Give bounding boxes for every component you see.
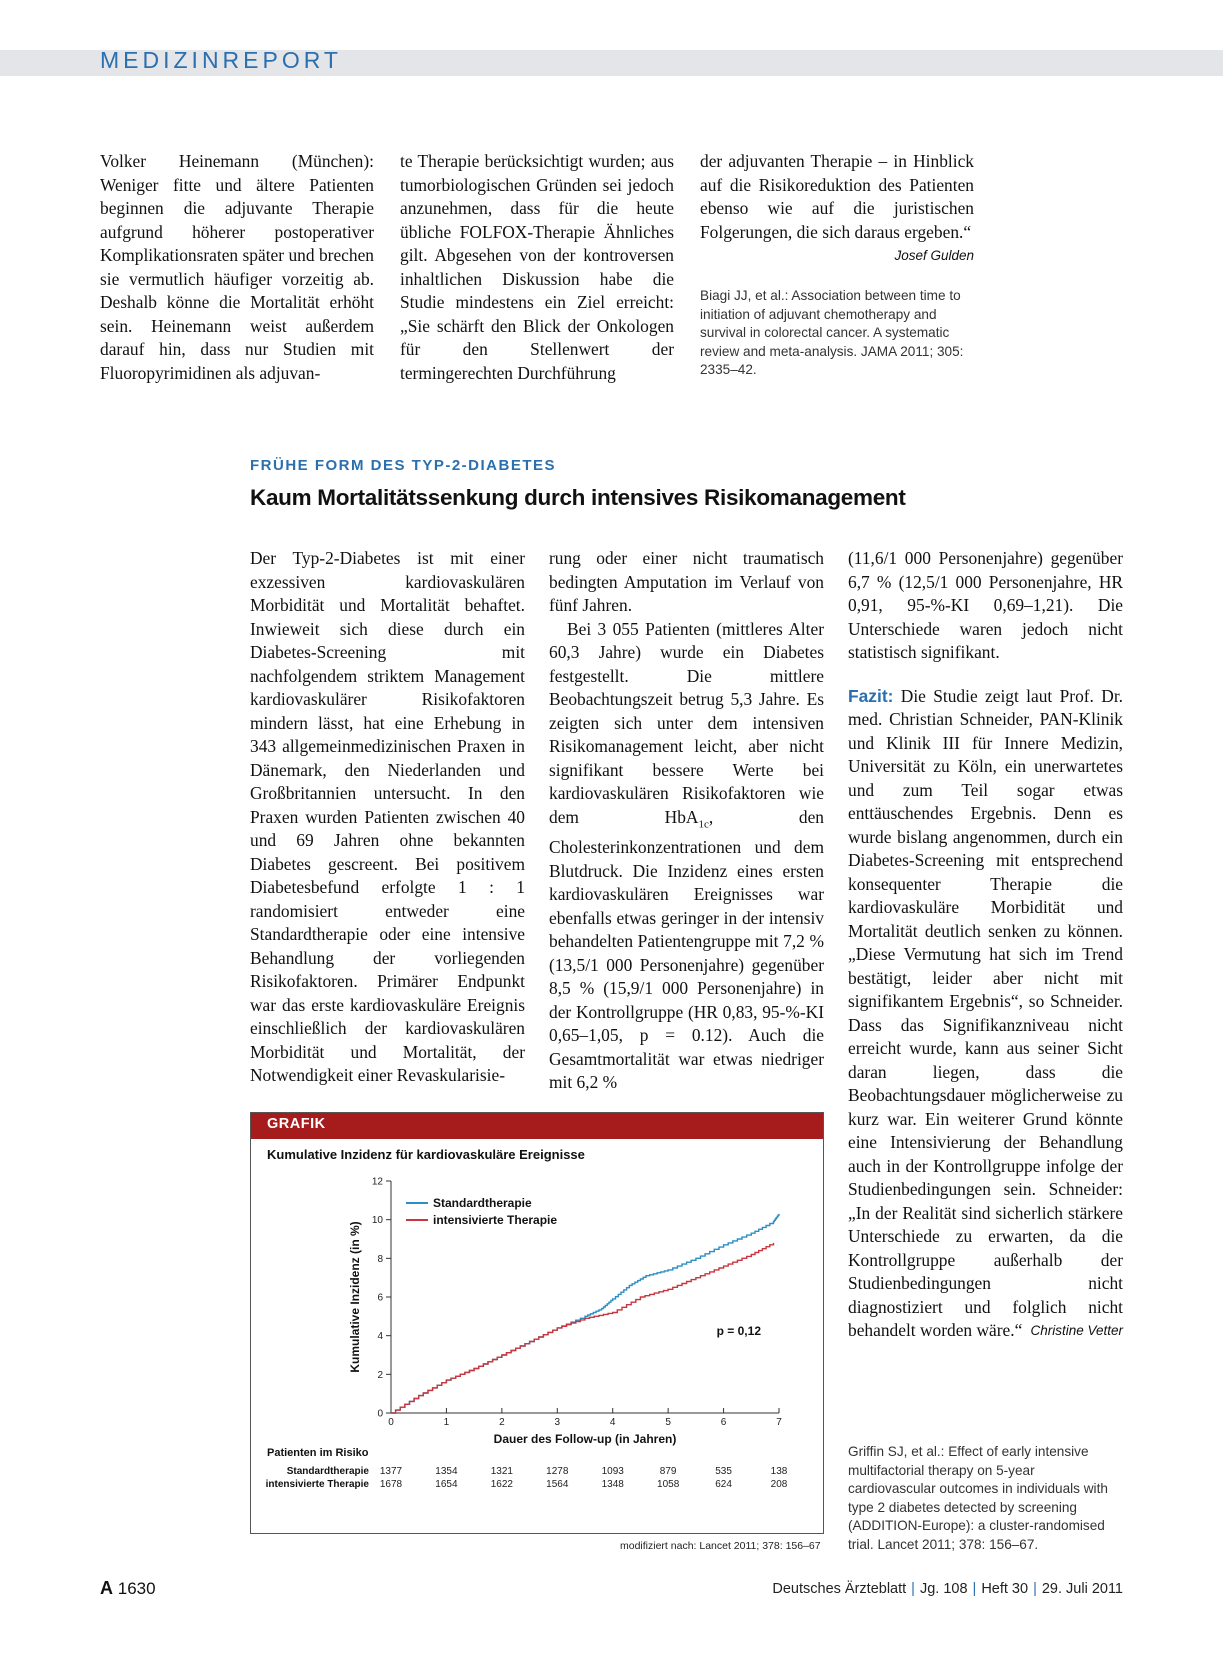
cumulative-incidence-chart [251,1139,823,1533]
x-tick-label: 7 [776,1417,782,1428]
risk-table-cell: 1348 [601,1479,624,1490]
chart-title: Kumulative Inzidenz für kardiovaskuläre Ereignisse [267,1147,585,1162]
x-tick-label: 4 [609,1417,616,1428]
risk-table-cell: 138 [770,1466,788,1477]
separator: | [1033,1581,1037,1597]
article-reference: Griffin SJ, et al.: Effect of early intensive multifactorial therapy on 5-year cardiovascular outcomes in individuals with type 2 diabetes detected by screening (ADDITION-Europe): a cluster-randomised trial. Lancet 2011; 378: 156–67. [848,1444,1108,1552]
article-kicker: FRÜHE FORM DES TYP-2-DIABETES [250,457,557,474]
journal-name: Deutsches Ärzteblatt [772,1581,907,1597]
risk-table-title: Patienten im Risiko [267,1447,369,1459]
separator: | [972,1581,977,1597]
article-paragraph-3a: Bei 3 055 Patienten (mittleres Alter 60,3 Jahre) wurde ein Diabetes festgestellt. Die mittlere Beobachtungszeit betrug 5,3 Jahre. Es zeigten sich unter dem intensiven Risikomanagement leicht, aber nicht signifikant bessere Werte bei kardiovaskulären Risikofaktoren wie dem HbA [549,618,824,827]
top-article-text-3-body: der adjuvanten Therapie – in Hinblick auf die Risikoreduktion des Patienten ebenso wie auf die juristischen Folgerungen, die sich daraus ergeben.“ [700,151,974,242]
risk-table-cell: 1564 [546,1479,569,1490]
risk-table-cell: 1354 [435,1466,458,1477]
hba1c-subscript: 1c [698,817,709,830]
risk-table-cell: 1678 [379,1479,403,1490]
x-tick-label: 2 [499,1417,505,1428]
y-tick-label: 2 [377,1369,383,1381]
article-paragraph-3 [549,618,824,1095]
figure-source: modifiziert nach: Lancet 2011; 378: 156–67 [620,1540,821,1552]
p-value-annotation: p = 0,12 [716,1324,761,1338]
fazit-text: Die Studie zeigt laut Prof. Dr. med. Christian Schneider, PAN-Klinik und Klinik III für Innere Medizin, Universität zu Köln, ein unerwartetes und zum Teil sogar etwas enttäuschendes Ergebnis. Denn es wurde bislang angenommen, durch ein Diabetes-Screening mit entsprechend konsequenter Therapie die kardiovaskuläre Morbidität und Mortalität deutlich senken zu können. „Diese Vermutung hat sich im Trend bestätigt, leider aber nicht mit signifikantem Ergebnis“, so Schneider. Dass das Signifikanzniveau nicht erreicht wurde, kann aus seiner Sicht daran liegen, dass die Beobachtungsdauer möglicherweise zu kurz war. Ein weiterer Grund könnte eine Intensivierung der Behandlung auch in der Kontrollgruppe infolge der Studienbedingungen sein. Schneider: „In der Realität sind sicherlich stärkere Unterschiede zu erwarten, da die Kontrollgruppe außerhalb der Studienbedingungen nicht diagnostiziert und folglich nicht behandelt worden wäre.“ [848,685,1123,1340]
article-headline: Kaum Mortalitätssenkung durch intensives Risikomanagement [250,485,906,510]
legend-label: intensivierte Therapie [433,1213,558,1227]
x-tick-label: 1 [443,1417,450,1428]
page-number-value: 1630 [117,1579,156,1598]
y-tick-label: 10 [371,1215,383,1227]
x-tick-label: 0 [388,1417,394,1428]
risk-table-cell: 624 [715,1479,732,1490]
top-article-text-2: te Therapie berücksichtigt wurden; aus tumorbiologischen Gründen sei jedoch anzunehmen, dass für die heute übliche FOLFOX-Therapie Ähnliches gilt. Abgesehen von der kontroversen inhaltlichen Diskussion habe die Studie mindestens ein Ziel erreicht: „Sie schärft den Blick der Onkologen für den Stellenwert der termingerechten Durchführung [400,151,674,383]
top-article-text-3 [700,150,974,263]
article-paragraph-4: (11,6/1 000 Personenjahre) gegenüber 6,7 % (12,5/1 000 Personenjahre, HR 0,91, 95-%-KI 0,69–1,21). Die Unterschiede waren jedoch nicht statistisch signifikant. [848,548,1123,662]
x-tick-label: 3 [554,1417,561,1428]
x-tick-label: 6 [720,1417,727,1428]
risk-table-cell: 1093 [601,1466,624,1477]
x-axis-label: Dauer des Follow-up (in Jahren) [493,1432,677,1446]
y-tick-label: 4 [377,1331,383,1343]
risk-table-cell: 1622 [490,1479,513,1490]
top-article-author: Josef Gulden [894,248,974,263]
article-column-3 [848,547,1123,1343]
figure-box [250,1112,824,1534]
article-column-2 [549,547,824,1095]
series-line-standard [391,1214,779,1413]
risk-table-cell: 1377 [379,1466,403,1477]
risk-table-cell: 208 [770,1479,788,1490]
legend-label: Standardtherapie [433,1196,532,1210]
risk-table-cell: 535 [715,1466,732,1477]
article-paragraph-1: Der Typ-2-Diabetes ist mit einer exzessiven kardiovaskulären Morbidität und Mortalität behaftet. Inwieweit sich diese durch ein Diabetes-Screening mit nachfolgendem striktem Management kardiovaskulärer Risikofaktoren mindern lässt, hat eine Erhebung in 343 allgemeinmedizinischen Praxen in Dänemark, den Niederlanden und Großbritannien untersucht. In den Praxen wurden Patienten zwischen 40 und 69 Jahren ohne bekannten Diabetes gescreent. Bei positivem Diabetesbefund erfolgte 1 : 1 randomisiert entweder eine Standardtherapie oder eine intensive Behandlung der vorliegenden Risikofaktoren. Primärer Endpunkt war das erste kardiovaskuläre Ereignis einschließlich der kardiovaskulären Morbidität und Mortalität, der Notwendigkeit einer Revaskularisie- [250,548,525,1085]
journal-issue: Heft 30 [981,1581,1029,1597]
fazit-label: Fazit: [848,685,894,706]
top-article-reference: Biagi JJ, et al.: Association between time to initiation of adjuvant chemotherapy and survival in colorectal cancer. A systematic review and meta-analysis. JAMA 2011; 305: 2335–42. [700,288,964,377]
y-tick-label: 6 [377,1292,383,1304]
article-fazit-paragraph [848,685,1123,1343]
page-prefix: A [100,1578,113,1598]
top-article-column-1 [100,150,374,385]
journal-volume: Jg. 108 [919,1581,968,1597]
page-number [100,1578,156,1599]
y-tick-label: 0 [377,1408,383,1420]
x-tick-label: 5 [665,1417,671,1428]
journal-date: 29. Juli 2011 [1041,1581,1123,1597]
risk-table-cell: 1278 [546,1466,569,1477]
top-article-column-3 [700,150,974,268]
figure-header-bar [251,1113,823,1139]
figure-label: GRAFIK [267,1116,326,1132]
y-tick-label: 8 [377,1253,383,1265]
section-label: MEDIZINREPORT [100,47,342,73]
article-paragraph-2: rung oder einer nicht traumatisch bedingten Amputation im Verlauf von fünf Jahren. [549,548,824,615]
article-author: Christine Vetter [1030,1323,1123,1338]
risk-table-cell: 1058 [657,1479,680,1490]
y-axis-label: Kumulative Inzidenz (in %) [348,1221,362,1373]
risk-row-label: Standardtherapie [286,1466,369,1477]
risk-table-cell: 1321 [490,1466,513,1477]
top-article-column-2 [400,150,674,385]
risk-table-cell: 1654 [435,1479,458,1490]
separator: | [911,1581,915,1597]
risk-row-label: intensivierte Therapie [265,1479,369,1490]
article-paragraph-3b: , den Cholesterinkonzentrationen und dem Blutdruck. Die Inzidenz eines ersten kardiovaskulären Ereignisses war ebenfalls etwas geringer in der intensiv behandelten Patientengruppe mit 7,2 % (13,5/1 000 Personenjahre) gegenüber 8,5 % (15,9/1 000 Personenjahre) in der Kontrollgruppe (HR 0,83, 95-%-KI 0,65–1,05, p = 0.12). Auch die Gesamtmortalität war etwas niedriger mit 6,2 % [549,806,824,1093]
top-article-text-1: Volker Heinemann (München): Weniger fitte und ältere Patienten beginnen die adjuvante Therapie aufgrund höherer postoperativer Komplikationsraten später und brechen sie vermutlich häufiger vorzeitig ab. Deshalb könne die Mortalität erhöht sein. Heinemann weist außerdem darauf hin, dass nur Studien mit Fluoropyrimidinen als adjuvan- [100,151,374,383]
journal-footer [772,1581,1123,1597]
risk-table-cell: 879 [659,1466,677,1477]
y-tick-label: 12 [371,1176,383,1188]
article-column-1 [250,547,525,1088]
